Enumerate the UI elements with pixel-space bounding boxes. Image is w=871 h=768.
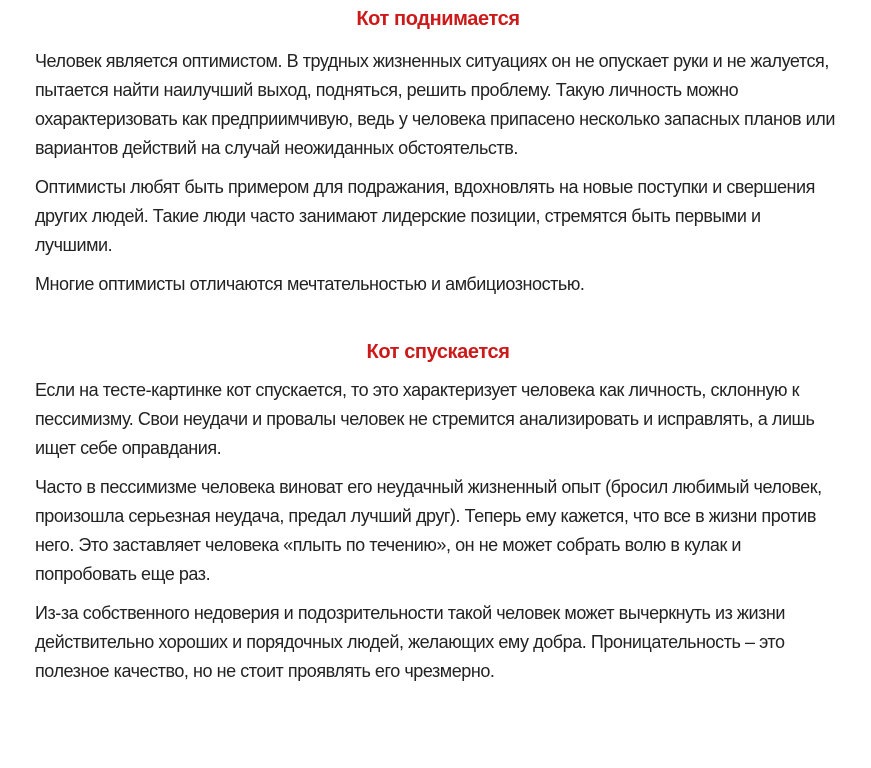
paragraph: Часто в пессимизме человека виноват его неудачный жизненный опыт (бросил любимый человек, произошла серьезная неудача, предал лучший друг). Теперь ему кажется, что все в жизни против него. Это заставляет человека «плыть по течению», он не может собрать волю в кулак и попробовать еще раз. xyxy=(35,477,822,584)
section-title: Кот поднимается xyxy=(356,8,520,30)
paragraph: Из-за собственного недоверия и подозрительности такой человек может вычеркнуть из жизни действительно хороших и порядочных людей, желающих ему добра. Проницательность – это полезное качество, но не стоит проявлять его чрезмерно. xyxy=(35,603,786,681)
paragraph: Оптимисты любят быть примером для подражания, вдохновлять на новые поступки и свершения других людей. Такие люди часто занимают лидерские позиции, стремятся быть первыми и лучшими. xyxy=(35,177,815,255)
paragraph: Человек является оптимистом. В трудных жизненных ситуациях он не опускает руки и не жалуется, пытается найти наилучший выход, подняться, решить проблему. Такую личность можно охарактеризовать как предприимчивую, ведь у человека припасено несколько запасных планов или вариантов действий на случай неожиданных обстоятельств. xyxy=(35,51,835,158)
paragraph: Многие оптимисты отличаются мечтательностью и амбициозностью. xyxy=(35,274,585,294)
section-title: Кот спускается xyxy=(366,341,510,363)
section-cat-going-down xyxy=(35,339,841,686)
section-cat-going-up xyxy=(35,0,841,299)
paragraph: Если на тесте-картинке кот спускается, то это характеризует человека как личность, склонную к пессимизму. Свои неудачи и провалы человек не стремится анализировать и исправлять, а лишь ищет себе оправдания. xyxy=(35,380,815,458)
